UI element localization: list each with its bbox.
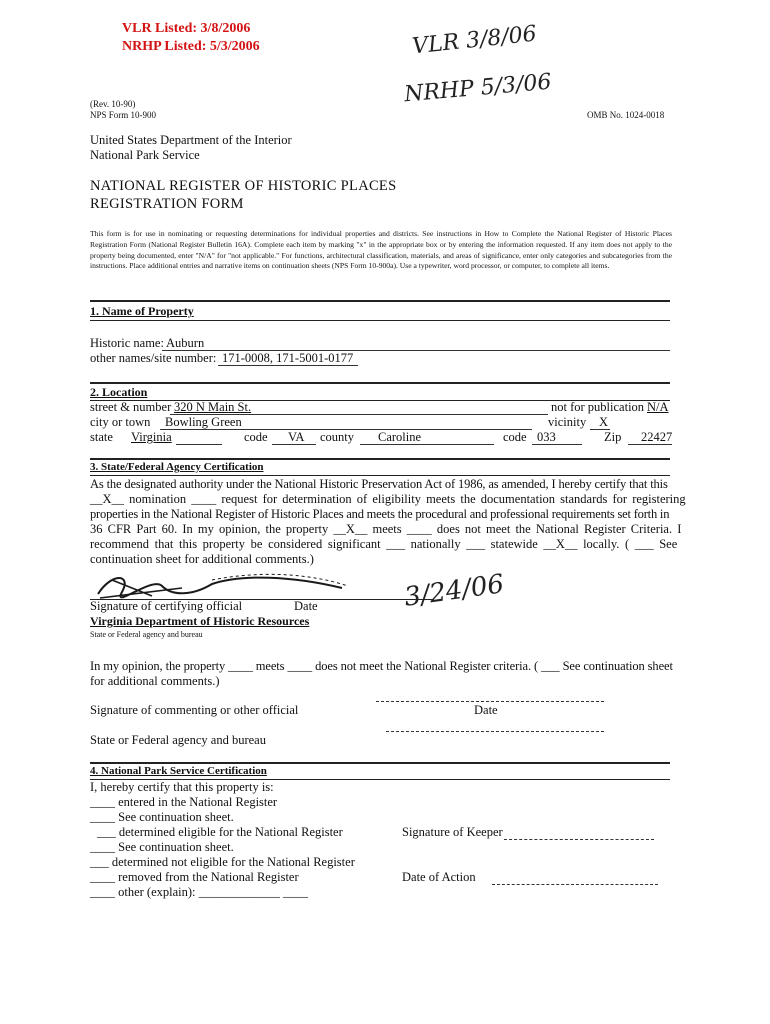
vicinity-value: X: [599, 415, 609, 429]
service-name: National Park Service: [90, 148, 200, 162]
signature-date-label: Date: [294, 599, 318, 613]
section2-rule: [90, 382, 670, 384]
zip-line: [628, 444, 672, 445]
cert-line-3: properties in the National Register of Historic Places and meets the procedural and professional requirements set forth in: [90, 507, 670, 521]
city-label: city or town: [90, 415, 151, 429]
form-number: NPS Form 10-900: [90, 110, 157, 120]
state-value: Virginia: [131, 430, 172, 444]
comment-date-label: Date: [474, 703, 498, 717]
section3-heading: 3. State/Federal Agency Certification: [90, 461, 264, 473]
certifying-date-handwritten: 3/24/06: [402, 569, 506, 613]
county-code-value: 033: [537, 430, 556, 444]
state-code-line: [272, 444, 316, 445]
not-for-publication-value: N/A: [647, 400, 669, 414]
omb-number: OMB No. 1024-0018: [587, 110, 665, 120]
keeper-signature-label: Signature of Keeper: [402, 825, 503, 839]
nps-item-not-eligible: ___ determined not eligible for the National Register: [90, 855, 355, 869]
state-label: state: [90, 430, 113, 444]
state-line: [176, 444, 222, 445]
nrhp-listed-stamp: NRHP Listed: 5/3/2006: [122, 39, 260, 54]
comment-sig-line: [376, 701, 604, 702]
street-value: 320 N Main St.: [174, 400, 252, 414]
nps-item-eligible: ___ determined eligible for the National Register: [97, 825, 343, 839]
section2-heading: 2. Location: [90, 385, 148, 399]
county-label: county: [320, 430, 355, 444]
vlr-listed-stamp: VLR Listed: 3/8/2006: [122, 21, 251, 36]
cert-line-6: continuation sheet for additional comments.): [90, 552, 314, 566]
signature-label: Signature of certifying official: [90, 599, 243, 613]
section4-rule: [90, 762, 670, 764]
county-value: Caroline: [378, 430, 422, 444]
date-of-action-label: Date of Action: [402, 870, 476, 884]
nps-item-see-1: ____ See continuation sheet.: [90, 810, 234, 824]
date-of-action-line: [492, 884, 658, 885]
zip-label: Zip: [604, 430, 622, 444]
handwritten-vlr-date: VLR 3/8/06: [411, 21, 538, 60]
handwritten-nrhp-date: NRHP 5/3/06: [403, 69, 553, 108]
city-value: Bowling Green: [165, 415, 242, 429]
cert-line-1: As the designated authority under the National Historic Preservation Act of 1986, as amended, I hereby certify that this: [90, 477, 668, 491]
department-name: United States Department of the Interior: [90, 133, 292, 147]
form-title: NATIONAL REGISTER OF HISTORIC PLACES: [90, 178, 397, 194]
section4-heading: 4. National Park Service Certification: [90, 765, 267, 777]
comment-agency-line: [386, 731, 604, 732]
state-code-label: code: [244, 430, 268, 444]
section1-underline: [90, 320, 670, 321]
section3-rule: [90, 458, 670, 460]
section1-heading: 1. Name of Property: [90, 304, 194, 318]
nps-cert-intro: I, hereby certify that this property is:: [90, 780, 274, 794]
street-label: street & number: [90, 400, 172, 414]
nps-item-see-2: ____ See continuation sheet.: [90, 840, 234, 854]
form-instructions: This form is for use in nominating or requesting determinations for individual properties and districts. See instructions in How to Complete the National Register of Historic Places Registration Form (National Register Bulletin 16A). Complete each item by marking "x" in the appropriate box or by entering the information requested. If any item does not apply to the property being documented, enter "N/A" for "not applicable." For functions, architectural classification, materials, and areas of significance, enter only categories and subcategories from the instructions. Place additional entries and narrative items on continuation sheets (NPS Form 10-900a). Use a typewriter, word processor, or computer, to complete all items.: [90, 229, 672, 271]
nps-item-removed: ____ removed from the National Register: [90, 870, 299, 884]
state-code-value: VA: [288, 430, 305, 444]
section1-rule: [90, 300, 670, 302]
county-code-line: [532, 444, 582, 445]
agency-label: State or Federal agency and bureau: [90, 630, 203, 639]
vicinity-label: vicinity: [548, 415, 587, 429]
other-names-value: 171-0008, 171-5001-0177: [222, 351, 354, 365]
historic-name-label: Historic name:: [90, 336, 164, 350]
other-names-line: [218, 365, 358, 366]
opinion-line-1: In my opinion, the property ____ meets ____ does not meet the National Register criteria. ( ___ See continuation sheet: [90, 659, 673, 673]
nps-item-entered: ____ entered in the National Register: [90, 795, 278, 809]
historic-name-value: Auburn: [166, 336, 205, 350]
section3-underline: [90, 475, 670, 476]
county-code-label: code: [503, 430, 527, 444]
comment-agency-label: State or Federal agency and bureau: [90, 733, 266, 747]
comment-signature-label: Signature of commenting or other official: [90, 703, 299, 717]
cert-line-4: 36 CFR Part 60. In my opinion, the property __X__ meets ____ does not meet the National Register Criteria. I: [90, 522, 682, 536]
form-revision: (Rev. 10-90): [90, 99, 136, 109]
agency-name: Virginia Department of Historic Resources: [90, 614, 310, 628]
zip-value: 22427: [641, 430, 673, 444]
cert-line-5: recommend that this property be considered significant ___ nationally ___ statewide __X__ locally. ( ___ See: [90, 537, 678, 551]
county-line: [360, 444, 494, 445]
cert-line-2: __X__ nomination ____ request for determination of eligibility meets the documentation standards for registering: [90, 492, 686, 506]
opinion-line-2: for additional comments.): [90, 674, 220, 688]
other-names-label: other names/site number:: [90, 351, 217, 365]
not-for-publication-label: not for publication: [551, 400, 645, 414]
form-subtitle: REGISTRATION FORM: [90, 196, 244, 212]
keeper-signature-line: [504, 839, 654, 840]
nps-item-other: ____ other (explain): _____________ ____: [90, 885, 309, 899]
